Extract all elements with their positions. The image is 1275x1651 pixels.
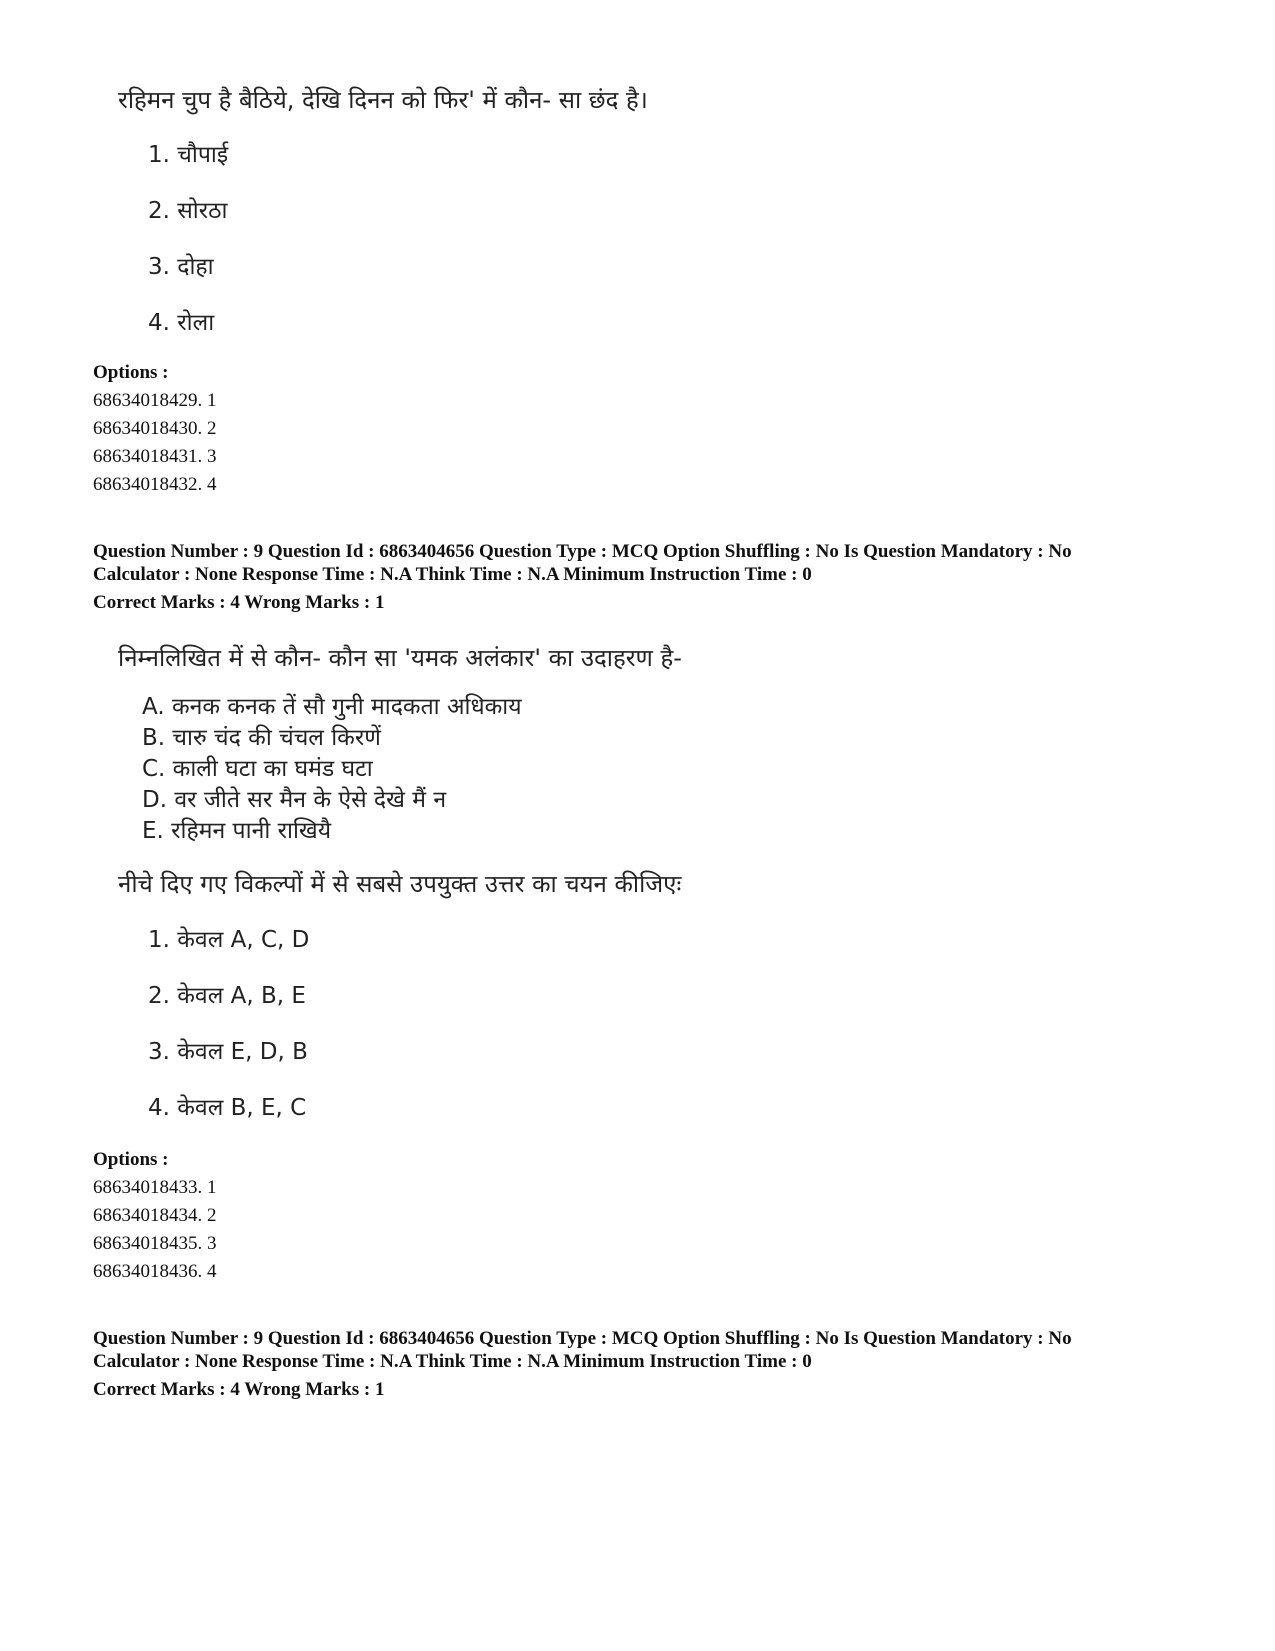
question-stem: रहिमन चुप है बैठिये, देखि दिनन को फिर' में कौन- सा छंद है।	[118, 86, 648, 114]
option-line: 68634018432. 4	[93, 474, 217, 495]
statement-item: D. वर जीते सर मैन के ऐसे देखे मैं न	[142, 787, 447, 813]
choice-item: 3. केवल E, D, B	[148, 1039, 308, 1065]
option-line: 68634018436. 4	[93, 1261, 217, 1282]
option-line: 68634018429. 1	[93, 390, 217, 411]
statement-item: B. चारु चंद की चंचल किरणें	[142, 725, 381, 751]
options-heading: Options :	[93, 1149, 169, 1170]
option-line: 68634018431. 3	[93, 446, 217, 467]
question-meta-line: Calculator : None Response Time : N.A Think Time : N.A Minimum Instruction Time : 0	[93, 1351, 812, 1372]
option-line: 68634018433. 1	[93, 1177, 217, 1198]
options-heading: Options :	[93, 362, 169, 383]
choice-item: 4. केवल B, E, C	[148, 1095, 307, 1121]
question-meta-line: Question Number : 9 Question Id : 6863404656 Question Type : MCQ Option Shuffling : No Is Question Mandatory : No	[93, 1328, 1072, 1349]
choice-item: 2. सोरठा	[148, 198, 228, 224]
option-line: 68634018434. 2	[93, 1205, 217, 1226]
choice-item: 2. केवल A, B, E	[148, 983, 306, 1009]
option-line: 68634018430. 2	[93, 418, 217, 439]
choice-item: 3. दोहा	[148, 254, 214, 280]
option-line: 68634018435. 3	[93, 1233, 217, 1254]
question-meta-line: Calculator : None Response Time : N.A Think Time : N.A Minimum Instruction Time : 0	[93, 564, 812, 585]
choice-item: 4. रोला	[148, 310, 215, 336]
question-instruction: नीचे दिए गए विकल्पों में से सबसे उपयुक्त उत्तर का चयन कीजिएः	[118, 870, 682, 898]
question-stem: निम्नलिखित में से कौन- कौन सा 'यमक अलंकार' का उदाहरण है-	[118, 644, 682, 672]
question-marks: Correct Marks : 4 Wrong Marks : 1	[93, 1379, 385, 1400]
statement-item: C. काली घटा का घमंड घटा	[142, 756, 373, 782]
choice-item: 1. चौपाई	[148, 142, 229, 168]
statement-item: A. कनक कनक तें सौ गुनी मादकता अधिकाय	[142, 694, 522, 720]
question-meta-line: Question Number : 9 Question Id : 6863404656 Question Type : MCQ Option Shuffling : No Is Question Mandatory : No	[93, 541, 1072, 562]
statement-item: E. रहिमन पानी राखियै	[142, 818, 332, 844]
choice-item: 1. केवल A, C, D	[148, 927, 310, 953]
question-marks: Correct Marks : 4 Wrong Marks : 1	[93, 592, 385, 613]
